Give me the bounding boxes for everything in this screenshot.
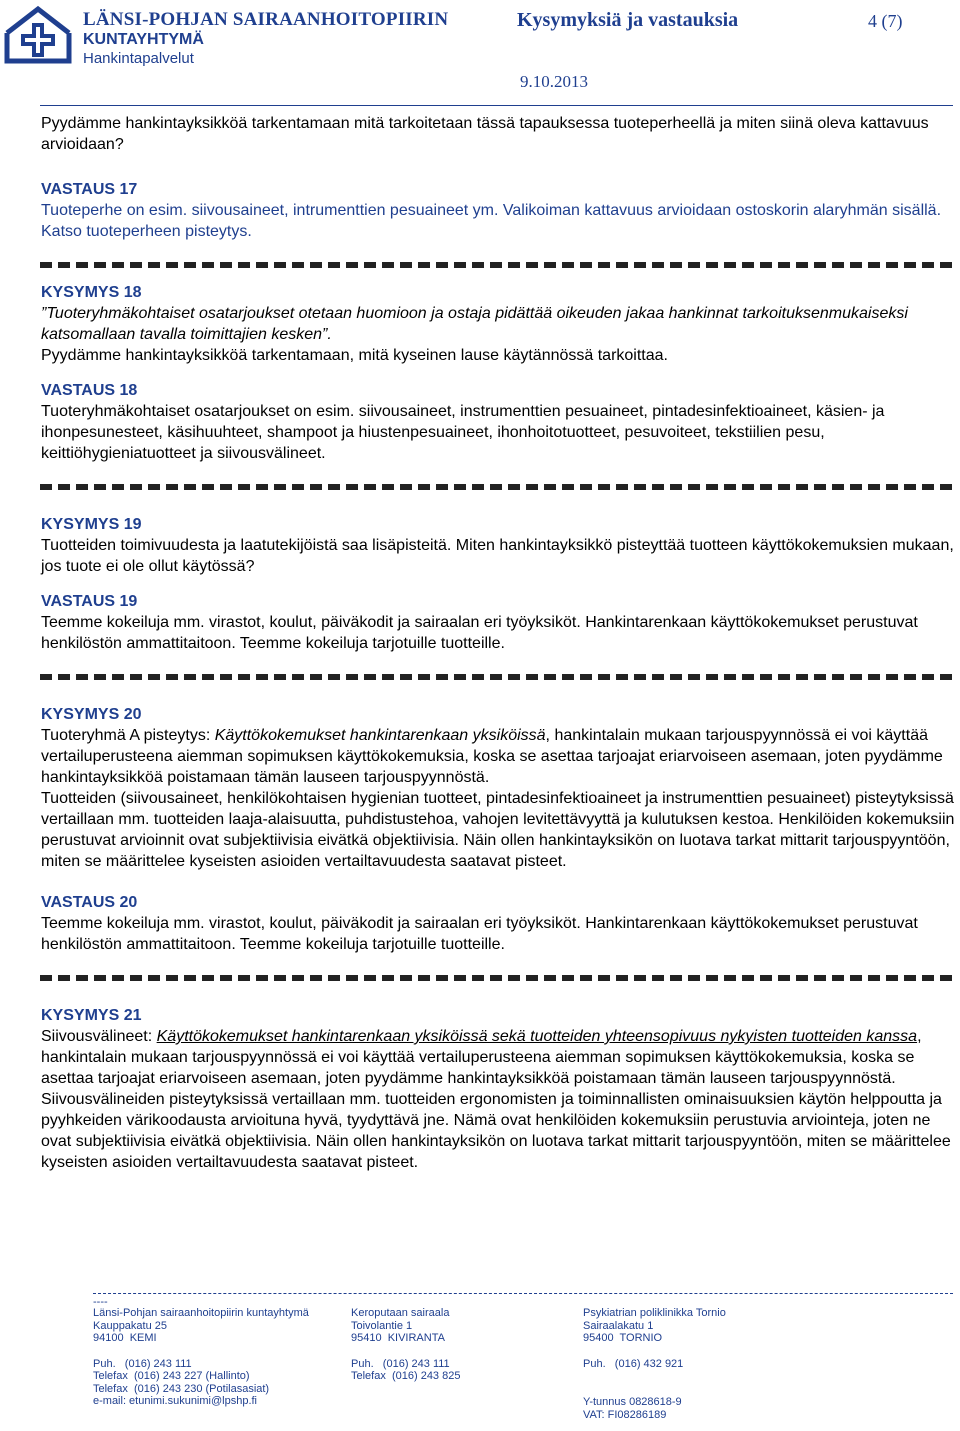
- footer-org-fax1: Telefax (016) 243 227 (Hallinto): [93, 1370, 250, 1382]
- footer-col-keroputaa: [351, 1307, 460, 1383]
- question-19-title: KYSYMYS 19: [41, 516, 142, 533]
- q20-p1-italic: Käyttökokemukset hankintarenkaan yksiköissä: [214, 727, 546, 744]
- question-19-text: Tuotteiden toimivuudesta ja laatutekijöistä saa lisäpisteitä. Miten hankintayksikkö pisteyttää tuotteen käyttökokemuksien mukaan, jos tuote ei ole ollut käytössä?: [41, 537, 954, 575]
- footer-org-email: e-mail: etunimi.sukunimi@lpshp.fi: [93, 1395, 258, 1407]
- intro-question-text: Pyydämme hankintayksikköä tarkentamaan mitä tarkoitetaan tässä tapauksessa tuoteperheellä ja miten siinä oleva kattavuus arvioidaan?: [41, 115, 929, 153]
- org-line3: Hankintapalvelut: [83, 50, 194, 67]
- answer-19-title: VASTAUS 19: [41, 593, 138, 610]
- document-date: 9.10.2013: [520, 72, 588, 91]
- footer-org-name: Länsi-Pohjan sairaanhoitopiirin kuntayhtymä: [93, 1307, 309, 1319]
- q20-p1-start: Tuoteryhmä A pisteytys:: [41, 727, 215, 744]
- footer-vat: VAT: FI08286189: [583, 1408, 667, 1421]
- document-title: Kysymyksiä ja vastauksia: [517, 9, 739, 31]
- footer-tornio-name: Psykiatrian poliklinikka Tornio: [583, 1307, 726, 1319]
- answer-20-text: Teemme kokeiluja mm. virastot, koulut, päiväkodit ja sairaalan eri työyksiköt. Hankintarenkaan käyttökokemukset perustuvat henkilöstön ammattitaitoon. Teemme kokeiluja tarjotuille tuotteille.: [41, 915, 918, 953]
- footer-col-main-office: [93, 1307, 309, 1408]
- question-20-title: KYSYMYS 20: [41, 706, 142, 723]
- footer-keroputaa-phone: Puh. (016) 243 111: [351, 1357, 450, 1370]
- org-line2: KUNTAYHTYMÄ: [83, 31, 204, 48]
- answer-20-title: VASTAUS 20: [41, 894, 138, 911]
- answer-19-text: Teemme kokeiluja mm. virastot, koulut, päiväkodit ja sairaalan eri työyksiköt. Hankintarenkaan käyttökokemukset perustuvat henkilöstön ammattitaitoon. Teemme kokeiluja tarjotuille tuotteille.: [41, 614, 918, 652]
- answer-17-text: Tuoteperhe on esim. siivousaineet, intrumenttien pesuaineet ym. Valikoiman kattavuus arvioidaan ostoskorin alaryhmän sisällä. Katso tuoteperheen pisteytys.: [41, 202, 942, 240]
- question-20-paragraph-1: [41, 725, 956, 788]
- footer-ytunnus: Y-tunnus 0828618-9: [583, 1396, 682, 1408]
- header-rule: [40, 105, 953, 106]
- question-18-quote: ”Tuoteryhmäkohtaiset osatarjoukset otetaan huomioon ja ostaja pidättää oikeuden jakaa hankinnat tarkoituksenmukaiseksi katsomallaan tavalla toimittajien kesken”.: [41, 305, 908, 343]
- answer-18-text: Tuoteryhmäkohtaiset osatarjoukset on esim. siivousaineet, instrumenttien pesuaineet, pintadesinfektioaineet, käsien- ja ihonpesunesteet, käsihuuhteet, shampoot ja hiustenpesuaineet, ihonhoitotuotteet, pesuvoiteet, tekstiilien pesu, keittiöhygieniatuotteet ja siivousvälineet.: [41, 403, 885, 462]
- question-21-title: KYSYMYS 21: [41, 1007, 142, 1024]
- q21-p1-italic: Käyttökokemukset hankintarenkaan yksiköissä sekä tuotteiden yhteensopivuus nykyisten tuotteiden kanssa: [156, 1028, 918, 1045]
- footer-org-fax2: Telefax (016) 243 230 (Potilasasiat): [93, 1382, 270, 1395]
- answer-18-title: VASTAUS 18: [41, 382, 138, 399]
- footer-org-street: Kauppakatu 25: [93, 1319, 168, 1332]
- footer-org-city: 94100 KEMI: [93, 1332, 157, 1344]
- q21-p1-start: Siivousvälineet:: [41, 1028, 157, 1045]
- footer-keroputaa-street: Toivolantie 1: [351, 1319, 413, 1332]
- footer-keroputaa-city: 95410 KIVIRANTA: [351, 1332, 445, 1344]
- question-21-paragraph-1: [41, 1026, 956, 1089]
- organization-name: [83, 9, 448, 69]
- q20-p1-rest: , hankintalain mukaan tarjouspyynnössä ei voi käyttää vertailuperusteena aiemman sopimuksen käyttökokemuksia, koska se asettaa tarjoajat eriarvoiseen asemaan, joten pyydämme hankintayksikköä poistamaan tämän lauseen tarjouspyynnöstä.: [41, 727, 943, 786]
- question-21-paragraph-2: Siivousvälineiden pisteytyksissä vertaillaan mm. tuotteiden ergonomisten ja toiminnallisten ominaisuuksien käytön helppoutta ja pyyhkeiden värikoodausta arvioituna hyvä, tyydyttävä jne. Nämä ovat henkilöiden kokemuksiin perustuvia arviointeja, joten ne ovat subjektiivisia eivätkä objektiivisia. Näin ollen hankintayksikön on luotava tarkat mittarit tarjouspyyntöön, miten se määrittelee kyseisten asioiden vertailtavuudesta saatavat pisteet.: [41, 1091, 951, 1171]
- footer-org-phone: Puh. (016) 243 111: [93, 1357, 192, 1370]
- footer-tornio-street: Sairaalakatu 1: [583, 1319, 654, 1332]
- footer-rule: [93, 1293, 953, 1294]
- question-18-title: KYSYMYS 18: [41, 284, 142, 301]
- footer-keroputaa-fax: Telefax (016) 243 825: [351, 1370, 461, 1382]
- org-line1: LÄNSI-POHJAN SAIRAANHOITOPIIRIN: [83, 9, 449, 30]
- footer-col-tornio: [583, 1307, 726, 1421]
- hospital-district-logo-icon: [3, 3, 73, 65]
- footer-keroputaa-name: Keroputaan sairaala: [351, 1307, 450, 1319]
- footer-tornio-city: 95400 TORNIO: [583, 1332, 663, 1344]
- answer-17-title: VASTAUS 17: [41, 181, 138, 198]
- question-20-paragraph-2: Tuotteiden (siivousaineet, henkilökohtaisen hygienian tuotteet, pintadesinfektioaineet ja instrumenttien pesuaineet) pisteytyksissä vertaillaan mm. tuotteiden laaja-alaisuutta, puhdistustehoa, vahojen levitettävyyttä ja kulutuksen kestoa. Henkilöiden kokemuksiin perustuvat arvioinnit ovat subjektiivisia eivätkä objektiivisia. Näin ollen hankintayksikön on luotava tarkat mittarit tarjouspyyntöön, miten se määrittelee kyseisten asioiden vertailtavuudesta saatavat pisteet.: [41, 790, 955, 870]
- document-body: [41, 113, 956, 1173]
- q21-p1-rest: , hankintalain mukaan tarjouspyynnössä ei voi käyttää vertailuperusteena aiemman sopimuksen käyttökokemuksia, koska se asettaa tarjoajat eriarvoiseen asemaan, joten pyydämme hankintayksikköä poistamaan tämän lauseen tarjouspyynnöstä.: [41, 1028, 922, 1087]
- question-18-text: Pyydämme hankintayksikköä tarkentamaan, mitä kyseinen lause käytännössä tarkoittaa.: [41, 347, 668, 364]
- footer-tornio-phone: Puh. (016) 432 921: [583, 1357, 684, 1370]
- footer-dashes: ----: [93, 1296, 108, 1308]
- page-number: 4 (7): [868, 11, 903, 31]
